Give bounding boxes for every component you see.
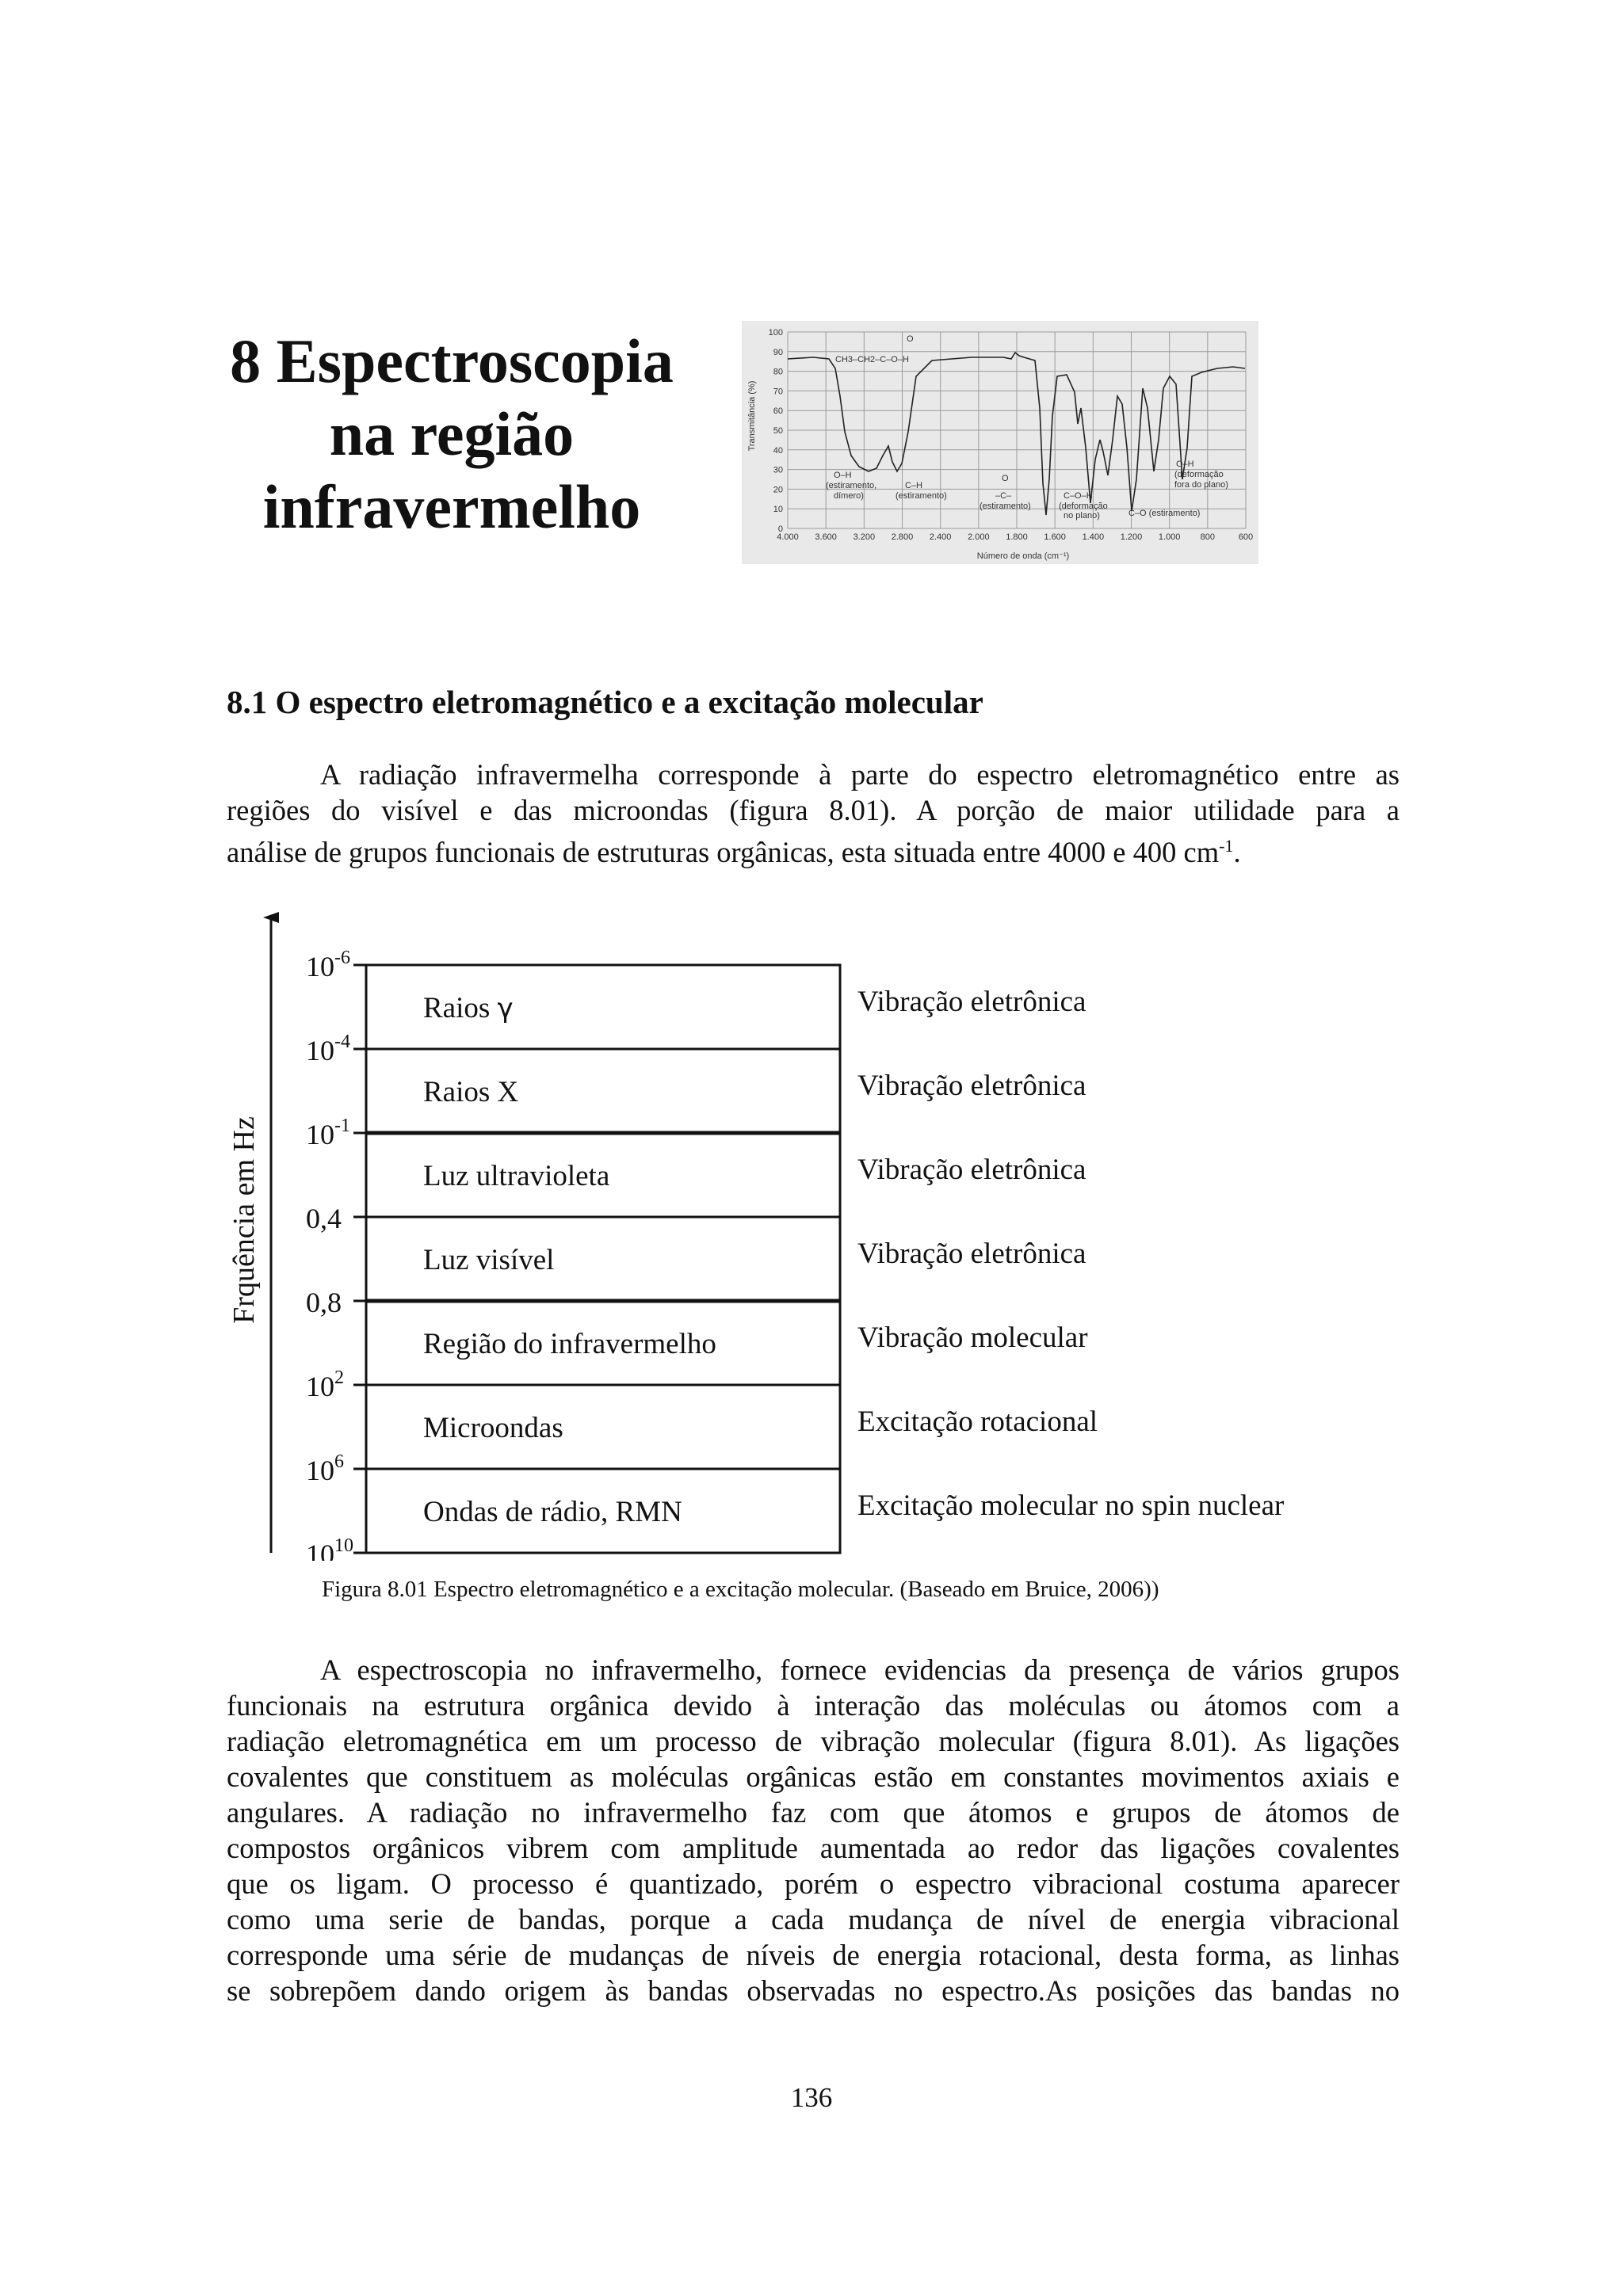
region-name: [423, 1412, 563, 1444]
ir-band-label: no plano): [1064, 511, 1100, 521]
ir-x-tick: 1.000: [1158, 532, 1181, 542]
frequency-label: [306, 1032, 350, 1066]
ir-x-tick: 2.400: [929, 532, 952, 542]
ir-y-tick: 80: [773, 367, 783, 377]
paragraph-line: [227, 828, 1400, 870]
page-number: 136: [790, 2082, 833, 2113]
ir-x-tick: 1.200: [1120, 532, 1143, 542]
region-name-text: Luz visível: [423, 1244, 555, 1276]
ir-y-tick: 50: [773, 426, 783, 436]
ir-x-tick: 600: [1238, 532, 1254, 542]
region-name: [423, 1328, 716, 1360]
chapter-title-line: na região: [329, 399, 575, 468]
frequency-label: [306, 1535, 353, 1561]
ir-x-tick: 1.800: [1006, 532, 1028, 542]
superscript: -1: [1219, 836, 1234, 856]
frequency-label: [306, 948, 350, 982]
gamma-symbol: γ: [497, 993, 514, 1024]
ir-y-tick: 10: [773, 505, 783, 515]
ir-band-label: C–O (estiramento): [1128, 509, 1201, 518]
ir-x-ticks: [777, 532, 1253, 542]
spectrum-regions: [366, 965, 1284, 1553]
paragraph-line: como uma serie de bandas, porque a cada mudança de nível de energia vibracional: [227, 1903, 1400, 1936]
paragraph-end: .: [1233, 836, 1241, 869]
frequency-base: 10: [306, 1455, 334, 1486]
paragraph-line: regiões do visível e das microondas (figura 8.01). A porção de maior utilidade para a: [227, 794, 1400, 826]
ir-band-label: (estiramento): [980, 502, 1031, 511]
ir-x-tick: 3.600: [815, 532, 837, 542]
frequency-exponent: 2: [334, 1367, 344, 1388]
chapter-title: [214, 325, 689, 543]
ir-band-label: fora do plano): [1174, 480, 1228, 490]
paragraph-line: corresponde uma série de mudanças de níveis de energia rotacional, desta forma, as linhas: [227, 1939, 1400, 1971]
frequency-labels: [306, 948, 366, 1561]
frequency-label: [306, 1451, 344, 1486]
ir-x-tick: 2.800: [891, 532, 914, 542]
spectrum-figure: [214, 903, 1339, 1561]
frequency-base: 10: [306, 1035, 334, 1066]
chapter-title-line: 8 Espectroscopia: [230, 326, 674, 395]
frequency-label: [306, 1203, 342, 1234]
region-name-text: Ondas de rádio, RMN: [423, 1496, 682, 1528]
ir-x-axis-label: Número de onda (cm⁻¹): [976, 551, 1070, 561]
chapter-title-line: infravermelho: [262, 472, 641, 541]
ir-y-tick: 20: [773, 485, 783, 495]
ir-x-tick: 4.000: [777, 532, 799, 542]
frequency-base: 0,8: [306, 1287, 342, 1318]
ir-band-label: O–H: [1176, 460, 1194, 469]
ir-x-tick: 1.400: [1082, 532, 1105, 542]
region-effect: Vibração molecular: [857, 1322, 1088, 1354]
paragraph-line: funcionais na estrutura orgânica devido à interação das moléculas ou átomos com a: [227, 1689, 1400, 1722]
frequency-base: 10: [306, 951, 334, 982]
region-name-text: Raios: [423, 992, 498, 1024]
ir-y-tick: 30: [773, 465, 783, 475]
ir-y-tick: 70: [773, 387, 783, 397]
ir-band-label: (deformação: [1174, 470, 1224, 479]
frequency-label: [306, 1287, 342, 1318]
region-name-text: Microondas: [423, 1412, 563, 1444]
ir-y-tick: 100: [768, 328, 783, 338]
frequency-axis-label: Frquência em Hz: [227, 1116, 261, 1324]
ir-y-tick: 0: [777, 524, 783, 534]
ir-spectrum-svg: [742, 321, 1258, 564]
ir-band-label: (estiramento,: [826, 481, 877, 490]
frequency-exponent: 6: [334, 1451, 344, 1472]
frequency-exponent: -4: [334, 1032, 350, 1052]
frequency-base: 10: [306, 1119, 334, 1150]
ir-x-tick: 800: [1200, 532, 1216, 542]
ir-band-label: (estiramento): [896, 491, 947, 501]
ir-band-label: –C–: [995, 491, 1012, 501]
frequency-exponent: 10: [334, 1535, 353, 1556]
frequency-exponent: -1: [334, 1116, 350, 1136]
ir-spectrum-figure: [742, 321, 1258, 564]
ir-y-tick: 90: [773, 347, 783, 357]
frequency-base: 10: [306, 1371, 334, 1402]
paragraph-line: se sobrepõem dando origem às bandas observadas no espectro.As posições das bandas no: [227, 1974, 1400, 2007]
ir-band-label: dímero): [834, 491, 864, 501]
paragraph-line: angulares. A radiação no infravermelho faz com que átomos e grupos de átomos de: [227, 1796, 1400, 1829]
frequency-label: [306, 1116, 350, 1150]
ir-band-label: O–H: [834, 471, 852, 480]
region-name-text: Luz ultravioleta: [423, 1160, 610, 1192]
ir-x-tick: 3.200: [853, 532, 876, 542]
region-name: [423, 1160, 609, 1192]
paragraph-line: covalentes que constituem as moléculas orgânicas estão em constantes movimentos axiais e: [227, 1760, 1400, 1793]
region-name: [423, 1496, 682, 1528]
region-effect: Vibração eletrônica: [857, 1238, 1086, 1270]
paragraph-line: que os ligam. O processo é quantizado, porém o espectro vibracional costuma aparecer: [227, 1867, 1400, 1900]
ir-band-label: C–H: [905, 481, 923, 490]
frequency-base: 0,4: [306, 1203, 342, 1234]
paragraph-intro: [227, 757, 1400, 870]
ir-y-axis-label: Transmitância (%): [747, 380, 757, 452]
region-name: [423, 1076, 519, 1108]
frequency-exponent: -6: [334, 948, 350, 968]
ir-band-label: (deformação: [1059, 502, 1108, 511]
region-name: [423, 1244, 554, 1276]
region-effect: Vibração eletrônica: [857, 1154, 1086, 1186]
region-effect: Excitação rotacional: [857, 1405, 1098, 1438]
ir-y-ticks: [769, 328, 783, 534]
region-effect: Excitação molecular no spin nuclear: [857, 1489, 1285, 1522]
ir-y-tick: 60: [773, 406, 783, 417]
spectrum-svg: [214, 903, 1339, 1561]
paragraph-line: A espectroscopia no infravermelho, fornece evidencias da presença de vários grupos: [320, 1653, 1400, 1686]
ir-molecule-o: O: [907, 334, 914, 344]
frequency-base: 10: [306, 1539, 334, 1561]
region-effect: Vibração eletrônica: [857, 986, 1086, 1018]
ir-x-tick: 1.600: [1044, 532, 1066, 542]
frequency-label: [306, 1367, 344, 1402]
ir-y-tick: 40: [773, 445, 783, 456]
paragraph-line: A radiação infravermelha corresponde à parte do espectro eletromagnético entre as: [320, 758, 1400, 791]
ir-molecule: CH3–CH2–C–O–H: [835, 355, 909, 364]
region-name: [423, 992, 514, 1024]
paragraph-line: compostos orgânicos vibrem com amplitude aumentada ao redor das ligações covalentes: [227, 1832, 1400, 1864]
paragraph-line: radiação eletromagnética em um processo de vibração molecular (figura 8.01). As ligações: [227, 1725, 1400, 1757]
ir-band-label: C–O–H: [1064, 491, 1093, 501]
region-name-text: Raios X: [423, 1076, 519, 1108]
paragraph-text: análise de grupos funcionais de estruturas orgânicas, esta situada entre 4000 e 400 cm: [227, 836, 1220, 869]
figure-caption: Figura 8.01 Espectro eletromagnético e a excitação molecular. (Baseado em Bruice, 2006)): [322, 1577, 1159, 1602]
paragraph-body: [227, 1652, 1400, 2008]
region-effect: Vibração eletrônica: [857, 1070, 1086, 1102]
ir-band-label: O: [1002, 474, 1009, 483]
section-heading: 8.1 O espectro eletromagnético e a excitação molecular: [227, 684, 983, 720]
region-name-text: Região do infravermelho: [423, 1328, 716, 1360]
ir-x-tick: 2.000: [968, 532, 990, 542]
ir-annotations: [826, 334, 1228, 521]
